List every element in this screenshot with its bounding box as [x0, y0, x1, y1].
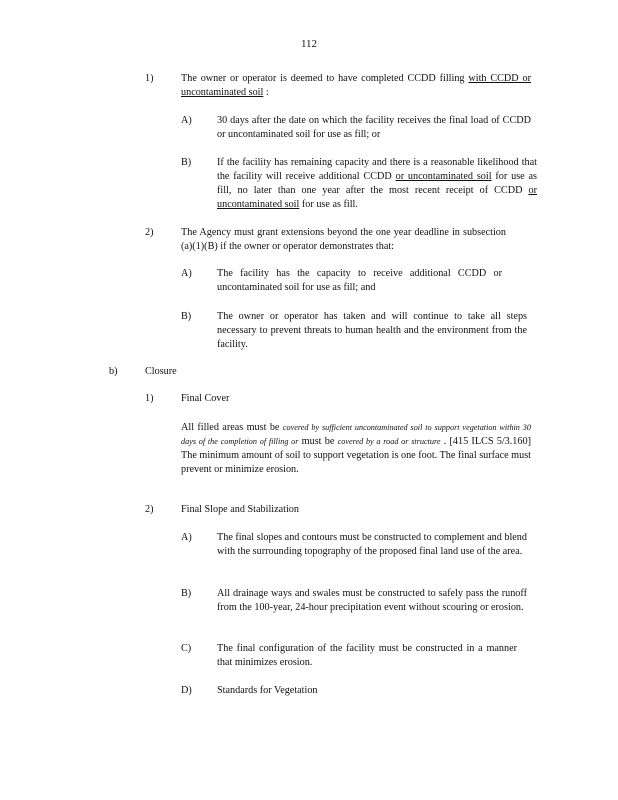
final-cover-heading: Final Cover: [181, 393, 230, 404]
final-slope-heading: Final Slope and Stabilization: [181, 504, 299, 515]
item-1-text: The owner or operator is deemed to have completed CCDD filling with CCDD or uncontaminated soil :: [181, 73, 531, 98]
item-1-label: 1): [145, 73, 154, 84]
final-slope-c-label: C): [181, 643, 192, 654]
final-slope-label: 2): [145, 504, 154, 515]
item-1b-label: B): [181, 157, 192, 168]
section-b-title: Closure: [145, 366, 177, 377]
item-2-label: 2): [145, 227, 154, 238]
item-1a-text: 30 days after the date on which the facility receives the final load of CCDD or uncontaminated soil for use as fill; or: [217, 115, 531, 140]
final-slope-a-text: The final slopes and contours must be constructed to complement and blend with the surrounding topography of the proposed final land use of the area.: [217, 532, 527, 557]
item-1b-text: If the facility has remaining capacity and there is a reasonable likelihood that the facility will receive additional CCDD or uncontaminated soil for use as fill, no later than one year after the most recent receipt of CCDD or uncontaminated soil for use as fill.: [217, 157, 538, 210]
item-2-text: The Agency must grant extensions beyond the one year deadline in subsection (a)(1)(B) if the owner or operator demonstrates that:: [181, 227, 506, 252]
final-slope-c-text: The final configuration of the facility must be constructed in a manner that minimizes erosion.: [217, 643, 517, 668]
item-2a-label: A): [181, 268, 192, 279]
final-cover-text: All filled areas must be covered by sufficient uncontaminated soil to support vegetation within 30 days of the completion of filling or must be covered by a road or structure . [415 ILCS 5/3.160] The minimum amount of soil to support vegetation is one foot. The final surface must prevent or minimize erosion.: [181, 422, 531, 475]
final-slope-b-text: All drainage ways and swales must be constructed to safely pass the runoff from the 100-year, 24-hour precipitation event without scouring or erosion.: [217, 588, 527, 613]
item-1a-label: A): [181, 115, 192, 126]
final-slope-d-label: D): [181, 685, 192, 696]
final-cover-label: 1): [145, 393, 154, 404]
item-2b-text: The owner or operator has taken and will continue to take all steps necessary to prevent threats to human health and the environment from the facility.: [217, 311, 527, 350]
item-2a-text: The facility has the capacity to receive additional CCDD or uncontaminated soil for use as fill; and: [217, 268, 502, 293]
page-number: 112: [300, 38, 318, 50]
section-b-label: b): [109, 366, 118, 377]
final-slope-d-text: Standards for Vegetation: [217, 685, 318, 696]
final-slope-b-label: B): [181, 588, 192, 599]
final-slope-a-label: A): [181, 532, 192, 543]
item-2b-label: B): [181, 311, 192, 322]
